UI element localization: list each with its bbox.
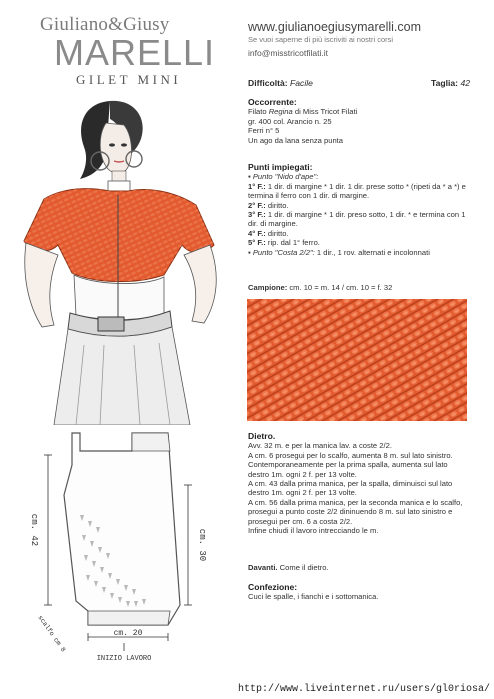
stitch1-name: Punto "Nido d'ape": <box>252 172 319 182</box>
brand-names: Giuliano&Giusy <box>40 14 170 35</box>
brand-surname: MARELLI <box>54 32 216 73</box>
finishing-section <box>248 583 470 602</box>
row3-label: 3° F.: <box>248 210 266 220</box>
pattern-schematic <box>20 425 220 670</box>
materials-line-weight: gr. 400 col. Arancio n. 25 <box>248 116 332 126</box>
materials-yarn-suffix: di Miss Tricot Filati <box>292 107 358 117</box>
row1-label: 1° F.: <box>248 181 266 191</box>
row3-text: 1 dir. di margine * 1 dir. preso sotto, 1 dir. * e termina con 1 dir. di margine. <box>248 210 466 229</box>
stitch2-name: Punto "Costa 2/2": <box>252 247 315 257</box>
materials-line-needles: Ferri n° 5 <box>248 126 280 136</box>
fashion-illustration <box>14 95 230 425</box>
stitches-section <box>248 163 470 257</box>
finishing-heading: Confezione: <box>248 582 298 592</box>
gauge-label: Campione: <box>248 283 288 292</box>
row5-text: rip. dal 1° ferro. <box>265 238 320 248</box>
dim-body-label: cm. 30 <box>197 528 207 562</box>
row2-text: diritto. <box>265 200 289 210</box>
dim-bottom-label: cm. 20 <box>113 629 143 638</box>
finishing-text: Cuci le spalle, i fianchi e i sottomanica. <box>248 592 379 602</box>
stitch1-title: ▪ Punto "Nido d'ape": <box>248 172 319 182</box>
materials-section <box>248 98 470 145</box>
watermark-url: http://www.liveinternet.ru/users/gl0riosa/ <box>238 684 491 695</box>
website-link[interactable]: www.giulianoegiusymarelli.com <box>248 20 421 34</box>
row4-label: 4° F.: <box>248 228 266 238</box>
size-value: 42 <box>460 78 470 88</box>
gauge-section <box>248 283 470 292</box>
size-label: Taglia: <box>430 78 459 88</box>
row5-label: 5° F.: <box>248 238 266 248</box>
materials-heading: Occorrente: <box>248 97 297 107</box>
difficulty-value: Facile <box>290 78 313 88</box>
difficulty-label: Difficoltà: <box>248 78 288 88</box>
difficulty-row <box>248 78 470 88</box>
email-link[interactable]: info@misstricotfilati.it <box>248 48 328 58</box>
back-step-4: A cm. 56 dalla prima manica, per la seconda manica e lo scalfo, prosegui a punto coste 2/2 dininuendo 8 m. sul lato sinistro e prosegui per cm. 6 a costa 2/2. <box>248 497 463 526</box>
stitch-row-5 <box>248 238 470 247</box>
materials-line-yarn <box>248 107 470 116</box>
start-work-label: INIZIO LAVORO <box>96 655 152 663</box>
stitch2-text: 1 dir., 1 rov. alternati e incolonnati <box>314 247 430 257</box>
back-step-5: Infine chiudi il lavoro intrecciando le m. <box>248 526 379 536</box>
stitches-heading: Punti impiegati: <box>248 162 313 172</box>
row4-text: diritto. <box>265 228 289 238</box>
subscribe-text: Se vuoi saperne di più iscriviti ai nostri corsi <box>248 35 394 44</box>
stitch-row-4 <box>248 229 470 238</box>
back-heading: Dietro. <box>248 431 276 441</box>
stitch-row-3 <box>248 210 470 229</box>
front-section <box>248 563 470 572</box>
back-step-2: A cm. 6 prosegui per lo scalfo, aumenta 8 m. sul lato sinistro. Contemporaneamente per la prima spalla, aumenta sul lato destro 1m. ogni 2 f. per 13 volte. <box>248 450 453 479</box>
stitch-row-1 <box>248 182 470 201</box>
back-section <box>248 432 470 535</box>
model-title: GILET MINI <box>76 72 182 87</box>
stitch2-line: ▪ Punto "Costa 2/2": 1 dir., 1 rov. alternati e incolonnati <box>248 247 430 257</box>
dim-height-label: cm. 42 <box>29 513 39 547</box>
row2-label: 2° F.: <box>248 200 266 210</box>
front-heading: Davanti. <box>248 563 278 572</box>
gauge-text: cm. 10 = m. 14 / cm. 10 = f. 32 <box>287 283 393 292</box>
front-text: Come il dietro. <box>277 563 329 572</box>
materials-line-tool: Un ago da lana senza punta <box>248 135 343 145</box>
materials-yarn-prefix: Filato <box>248 107 269 117</box>
back-step-3: A cm. 43 dalla prima manica, per la spalla, diminuisci sul lato destro 1m. ogni 2 f. per 13 volte. <box>248 479 453 498</box>
back-step-1: Avv. 32 m. e per la manica lav. a coste 2/2. <box>248 441 392 451</box>
size-info <box>431 78 470 88</box>
dim-armhole-label: scalfo cm 8 <box>36 614 67 654</box>
materials-yarn-name: Regina <box>268 107 293 117</box>
stitch-row-2 <box>248 201 470 210</box>
stitch-swatch-image <box>247 299 467 421</box>
row1-text: 1 dir. di margine * 1 dir. 1 dir. prese sotto * (ripeti da * a *) e termina il ferro con 1 dir. di margine. <box>248 181 466 201</box>
